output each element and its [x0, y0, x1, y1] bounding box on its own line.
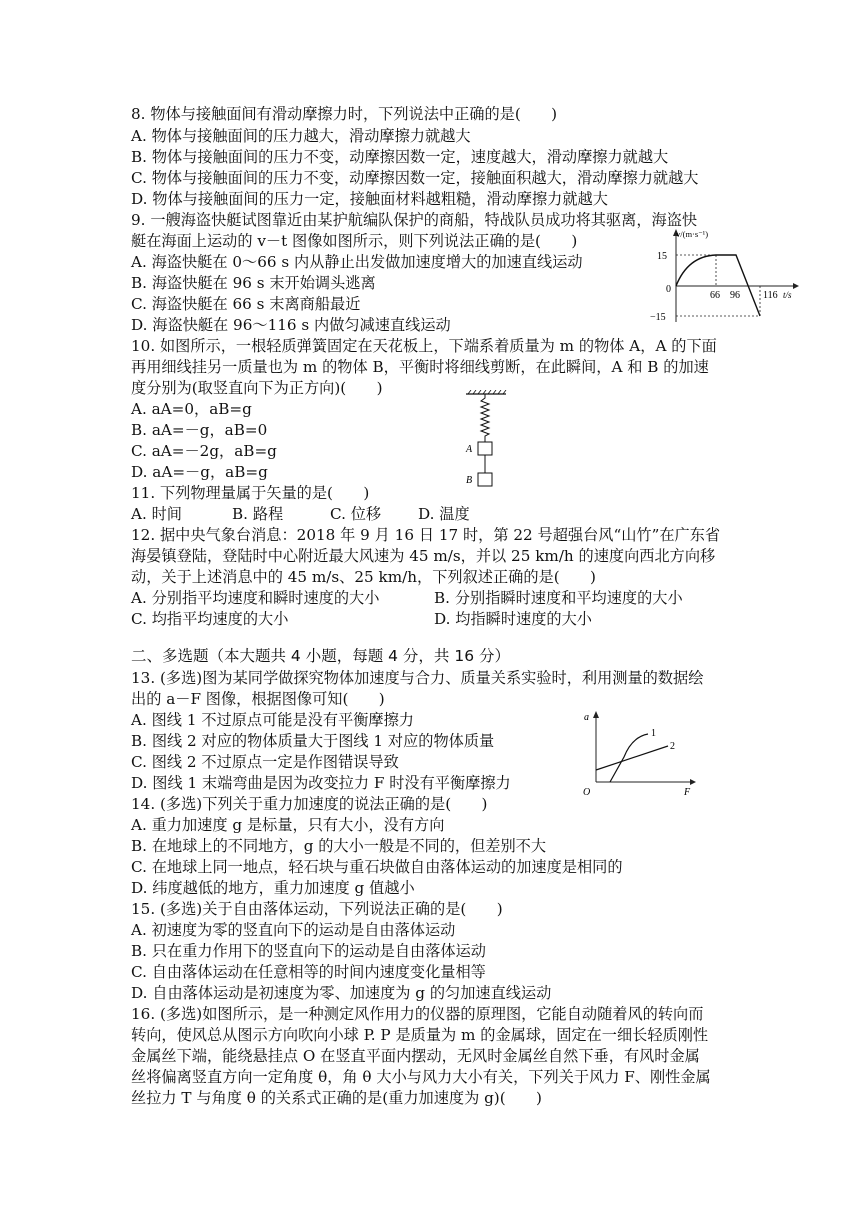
q12-option-b: B. 分别指瞬时速度和平均速度的大小: [434, 589, 683, 607]
q9-option-d: D. 海盗快艇在 96～116 s 内做匀减速直线运动: [131, 316, 451, 334]
q11-option-a: A. 时间: [131, 505, 182, 523]
aF-line2-label: 2: [670, 741, 675, 752]
q12-option-d: D. 均指瞬时速度的大小: [434, 610, 592, 628]
q8-stem: 8. 物体与接触面间有滑动摩擦力时，下列说法中正确的是( ): [131, 105, 558, 123]
q9-stem-line2: 艇在海面上运动的 v－t 图像如图所示，则下列说法正确的是( ): [131, 232, 578, 250]
aF-line1: [610, 734, 648, 782]
q9-option-a: A. 海盗快艇在 0～66 s 内从静止出发做加速度增大的加速直线运动: [131, 253, 583, 271]
q12-stem-line2: 海晏镇登陆，登陆时中心附近最大风速为 45 m/s，并以 25 km/h 的速度向西北方向移: [131, 547, 716, 565]
q15-stem: 15. (多选)关于自由落体运动，下列说法正确的是( ): [131, 900, 503, 918]
q13-stem-line1: 13. (多选)图为某同学做探究物体加速度与合力、质量关系实验时，利用测量的数据绘: [131, 669, 704, 687]
q13-option-c: C. 图线 2 不过原点一定是作图错误导致: [131, 753, 399, 771]
block-a: [478, 442, 492, 455]
q13-option-b: B. 图线 2 对应的物体质量大于图线 1 对应的物体质量: [131, 732, 495, 750]
aF-line1-label: 1: [651, 728, 656, 739]
q15-option-c: C. 自由落体运动在任意相等的时间内速度变化量相等: [131, 963, 486, 981]
q10-stem-line3: 度分别为(取竖直向下为正方向)( ): [131, 379, 383, 397]
q9-option-b: B. 海盗快艇在 96 s 末开始调头逃离: [131, 274, 376, 292]
q14-option-a: A. 重力加速度 g 是标量，只有大小，没有方向: [131, 816, 445, 834]
vt-tick-neg15: −15: [650, 312, 666, 323]
vt-origin: 0: [666, 284, 671, 295]
block-b: [478, 473, 492, 486]
vt-tick-96: 96: [730, 290, 740, 301]
label-a: A: [466, 444, 473, 455]
aF-origin: O: [583, 787, 591, 798]
q16-stem-line3: 金属丝下端，能绕悬挂点 O 在竖直平面内摆动，无风时金属丝自然下垂，有风时金属: [131, 1047, 700, 1065]
q11-option-c: C. 位移: [330, 505, 382, 523]
q16-stem-line4: 丝将偏离竖直方向一定角度 θ，角 θ 大小与风力大小有关，下列关于风力 F、刚性金属: [131, 1068, 711, 1086]
aF-xlabel: F: [684, 787, 691, 798]
q16-stem-line5: 丝拉力 T 与角度 θ 的关系式正确的是(重力加速度为 g)( ): [131, 1089, 542, 1107]
aF-ylabel: a: [584, 712, 589, 723]
q8-option-a: A. 物体与接触面间的压力越大，滑动摩擦力就越大: [131, 127, 471, 145]
q10-stem-line2: 再用细线挂另一质量也为 m 的物体 B，平衡时将细线剪断，在此瞬间，A 和 B 的加速: [131, 358, 709, 376]
label-b: B: [466, 475, 473, 486]
aF-y-arrow: [593, 711, 599, 718]
q15-option-b: B. 只在重力作用下的竖直向下的运动是自由落体运动: [131, 942, 486, 960]
q8-option-b: B. 物体与接触面间的压力不变，动摩擦因数一定，速度越大，滑动摩擦力就越大: [131, 148, 669, 166]
q13-option-d: D. 图线 1 末端弯曲是因为改变拉力 F 时没有平衡摩擦力: [131, 774, 511, 792]
q8-option-c: C. 物体与接触面间的压力不变，动摩擦因数一定，接触面积越大，滑动摩擦力就越大: [131, 169, 699, 187]
q13-aF-graph: [576, 702, 702, 798]
q11-option-b: B. 路程: [232, 505, 284, 523]
q15-option-a: A. 初速度为零的竖直向下的运动是自由落体运动: [131, 921, 456, 939]
q16-stem-line1: 16. (多选)如图所示，是一种测定风作用力的仪器的原理图，它能自动随着风的转向而: [131, 1005, 704, 1023]
q9-stem-line1: 9. 一艘海盗快艇试图靠近由某护航编队保护的商船，特战队员成功将其驱离，海盗快: [131, 211, 698, 229]
q9-vt-graph: [648, 226, 800, 326]
q9-option-c: C. 海盗快艇在 66 s 末离商船最近: [131, 295, 361, 313]
q10-option-b: B. aA=－g，aB=0: [131, 421, 268, 439]
q11-option-d: D. 温度: [418, 505, 470, 523]
q14-stem: 14. (多选)下列关于重力加速度的说法正确的是( ): [131, 795, 488, 813]
q14-option-d: D. 纬度越低的地方，重力加速度 g 值越小: [131, 879, 415, 897]
q11-stem: 11. 下列物理量属于矢量的是( ): [131, 484, 370, 502]
vt-xlabel: t/s: [783, 290, 792, 300]
q12-stem-line1: 12. 据中央气象台消息：2018 年 9 月 16 日 17 时，第 22 号超强台风“山竹”在广东省: [131, 526, 721, 544]
q8-option-d: D. 物体与接触面间的压力一定，接触面材料越粗糙，滑动摩擦力就越大: [131, 190, 608, 208]
q10-stem-line1: 10. 如图所示，一根轻质弹簧固定在天花板上，下端系着质量为 m 的物体 A，A 的下面: [131, 337, 717, 355]
aF-x-arrow: [690, 779, 696, 785]
section2-title: 二、多选题（本大题共 4 小题，每题 4 分，共 16 分）: [131, 647, 511, 665]
q13-option-a: A. 图线 1 不过原点可能是没有平衡摩擦力: [131, 711, 414, 729]
q12-stem-line3: 动，关于上述消息中的 45 m/s、25 km/h，下列叙述正确的是( ): [131, 568, 596, 586]
q12-option-c: C. 均指平均速度的大小: [131, 610, 289, 628]
q16-stem-line2: 转向，使风总从图示方向吹向小球 P. P 是质量为 m 的金属球，固定在一细长轻质刚性: [131, 1026, 709, 1044]
aF-line2: [596, 746, 668, 770]
q10-option-a: A. aA=0，aB=g: [131, 400, 252, 418]
vt-tick-116: 116: [763, 290, 778, 301]
q10-option-c: C. aA=－2g，aB=g: [131, 442, 277, 460]
q10-option-d: D. aA=－g，aB=g: [131, 463, 268, 481]
vt-ylabel: v/(m·s⁻¹): [676, 229, 709, 239]
q12-option-a: A. 分别指平均速度和瞬时速度的大小: [131, 589, 380, 607]
vt-tick-15: 15: [657, 251, 667, 262]
vt-x-arrow: [793, 283, 799, 289]
q14-option-c: C. 在地球上同一地点，轻石块与重石块做自由落体运动的加速度是相同的: [131, 858, 623, 876]
vt-tick-66: 66: [710, 290, 720, 301]
q10-spring-diagram: [456, 390, 516, 490]
ceiling-hatch: [468, 390, 506, 394]
spring: [481, 394, 489, 442]
q14-option-b: B. 在地球上的不同地方，g 的大小一般是不同的，但差别不大: [131, 837, 547, 855]
q13-stem-line2: 出的 a－F 图像，根据图像可知( ): [131, 690, 385, 708]
q15-option-d: D. 自由落体运动是初速度为零、加速度为 g 的匀加速直线运动: [131, 984, 552, 1002]
